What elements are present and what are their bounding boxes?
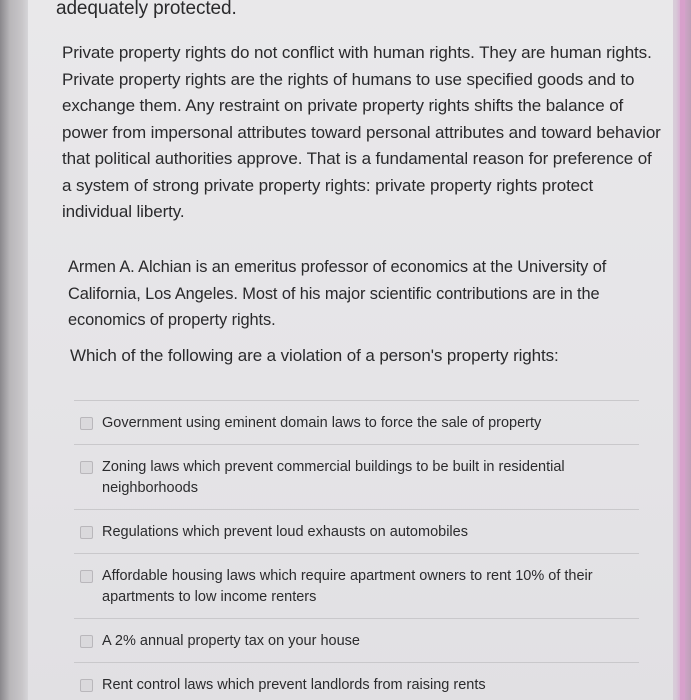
answer-options <box>74 394 639 700</box>
answer-option[interactable] <box>74 444 639 509</box>
passage-paragraph-1: Private property rights do not conflict with human rights. They are human rights. Private property rights are the rights of humans to use specified goods and to exchange them. Any restraint on private property rights shifts the balance of power from impersonal attributes toward personal attributes and toward behavior that political authorities approve. That is a fundamental reason for preference of a system of strong private property rights: private property rights protect individual liberty. <box>62 43 661 221</box>
answer-option-label: Rent control laws which prevent landlords from raising rents <box>102 677 486 693</box>
checkbox-icon[interactable] <box>80 635 93 648</box>
question-prompt: Which of the following are a violation of a person's property rights: <box>70 346 559 365</box>
passage-heading-tail: adequately protected. <box>56 0 237 19</box>
passage-paragraph-2: Armen A. Alchian is an emeritus professor of economics at the University of California, Los Angeles. Most of his major scientific contributions are in the economics of property rights. <box>68 258 607 329</box>
quiz-page <box>28 0 673 700</box>
answer-option[interactable] <box>74 662 639 700</box>
checkbox-icon[interactable] <box>80 526 93 539</box>
answer-option[interactable] <box>74 553 639 618</box>
answer-option[interactable] <box>74 618 639 662</box>
answer-option-label: A 2% annual property tax on your house <box>102 633 360 649</box>
checkbox-icon[interactable] <box>80 570 93 583</box>
window-accent-edge <box>680 0 685 700</box>
checkbox-icon[interactable] <box>80 461 93 474</box>
answer-option-label: Affordable housing laws which require apartment owners to rent 10% of their apartments to low income renters <box>102 568 593 605</box>
answer-option-label: Government using eminent domain laws to force the sale of property <box>102 415 542 431</box>
answer-option-label: Zoning laws which prevent commercial buildings to be built in residential neighborhoods <box>102 459 565 496</box>
answer-option[interactable] <box>74 509 639 553</box>
checkbox-icon[interactable] <box>80 417 93 430</box>
answer-option-label: Regulations which prevent loud exhausts on automobiles <box>102 524 468 540</box>
answer-option[interactable] <box>74 400 639 444</box>
checkbox-icon[interactable] <box>80 679 93 692</box>
